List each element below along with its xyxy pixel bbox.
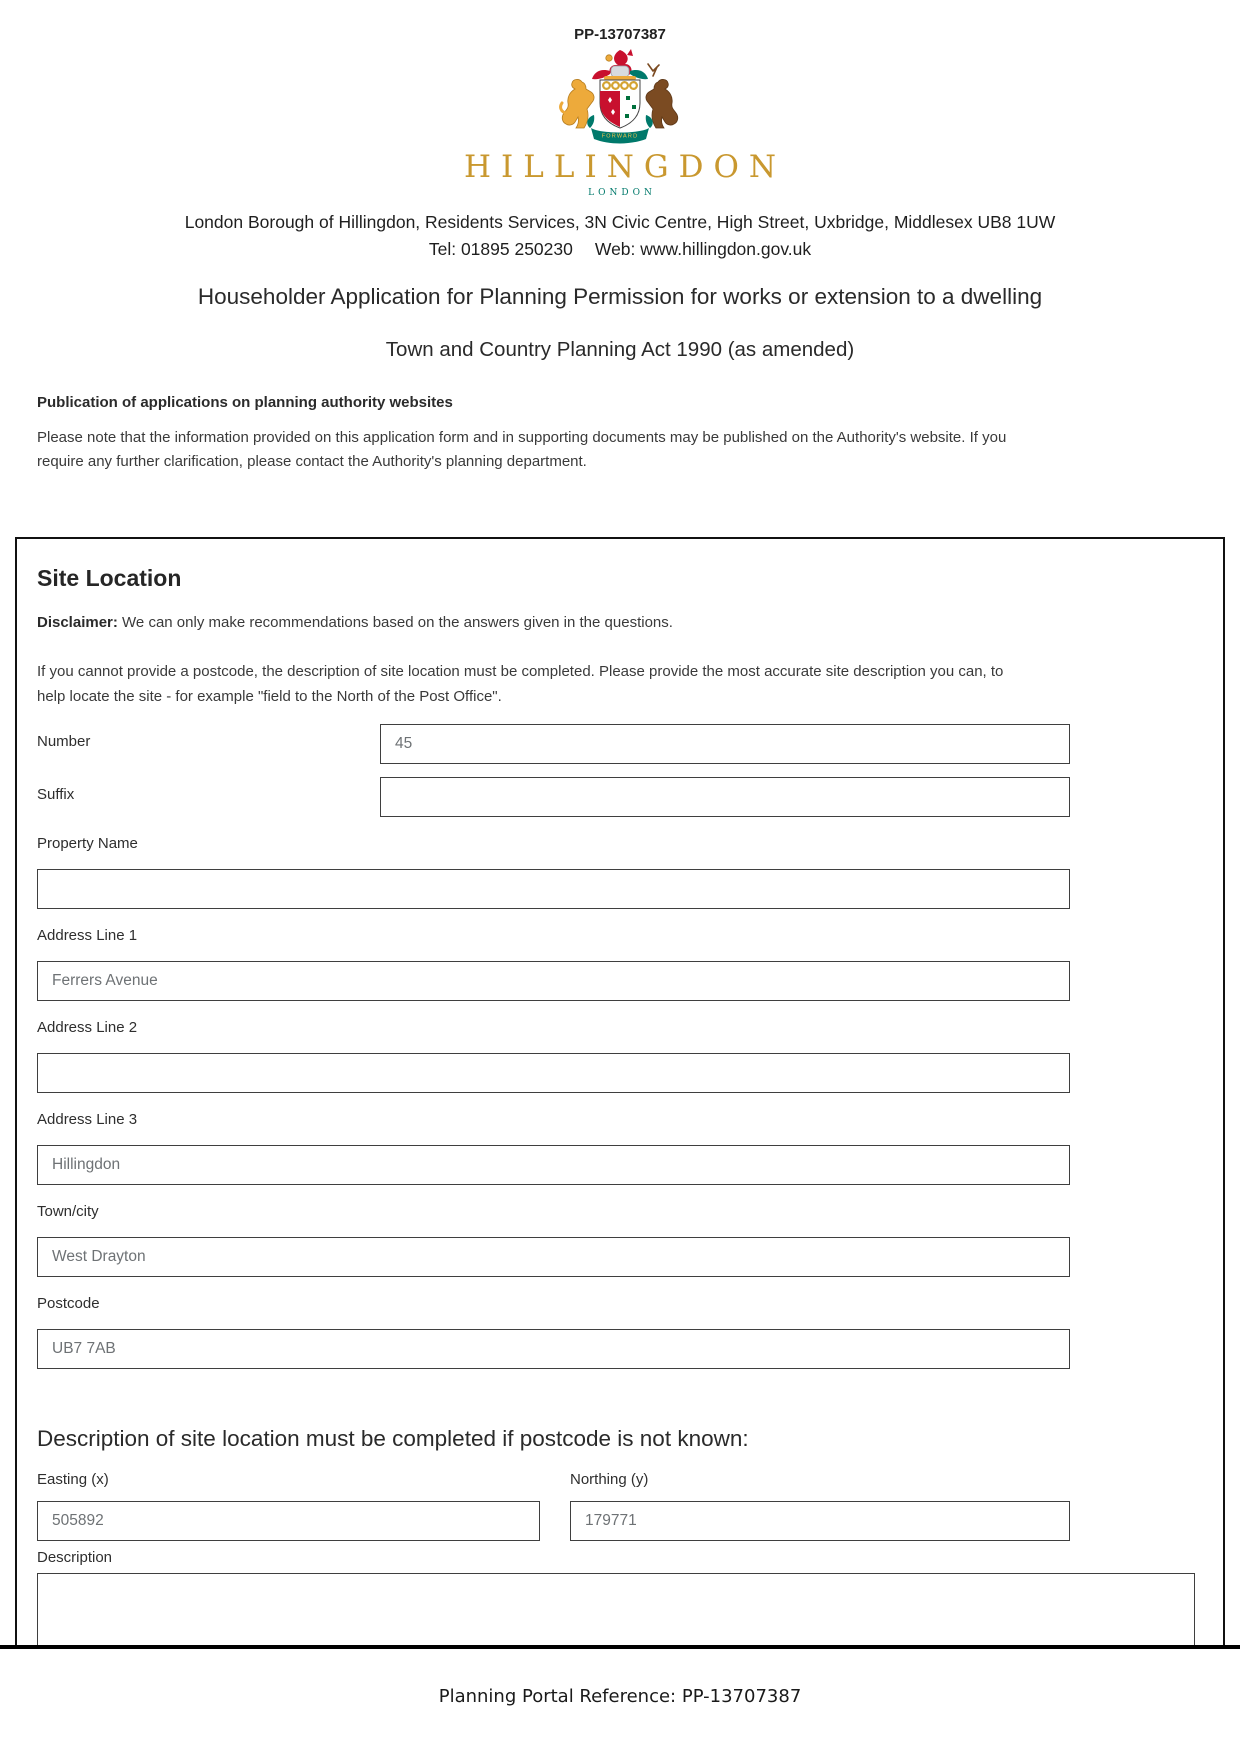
field-row-postcode	[37, 1295, 1203, 1369]
number-input[interactable]	[380, 724, 1070, 764]
easting-input[interactable]	[37, 1501, 540, 1541]
property-name-label: Property Name	[37, 835, 138, 852]
logo-wordmark-sub: LONDON	[588, 188, 656, 198]
form-subtitle: Town and Country Planning Act 1990 (as amended)	[385, 338, 855, 361]
page-break-divider	[0, 1645, 1240, 1649]
logo-wordmark: HILLINGDON	[464, 149, 786, 185]
property-name-input[interactable]	[37, 869, 1070, 909]
authority-tel: Tel: 01895 250230	[428, 239, 573, 259]
address-line-2-label: Address Line 2	[37, 1019, 138, 1036]
address-line-2-input[interactable]	[37, 1053, 1070, 1093]
site-location-section	[15, 537, 1225, 1645]
publication-heading: Publication of applications on planning authority websites	[37, 394, 453, 411]
form-title: Householder Application for Planning Permission for works or extension to a dwelling	[197, 284, 1043, 309]
town-city-label: Town/city	[37, 1203, 99, 1220]
northing-label: Northing (y)	[570, 1471, 649, 1488]
field-row-suffix	[37, 777, 1203, 817]
description-section-heading: Description of site location must be completed if postcode is not known:	[37, 1426, 749, 1451]
easting-label: Easting (x)	[37, 1471, 109, 1488]
disclaimer-label: Disclaimer:	[37, 614, 118, 631]
address-line-1-label: Address Line 1	[37, 927, 138, 944]
coords-row	[37, 1471, 1203, 1541]
publication-body-line2: require any further clarification, please contact the Authority's planning department.	[37, 453, 587, 470]
address-line-1-input[interactable]	[37, 961, 1070, 1001]
authority-web: Web: www.hillingdon.gov.uk	[594, 239, 812, 259]
postcode-label: Postcode	[37, 1295, 100, 1312]
field-row-number	[37, 724, 1203, 764]
northing-input[interactable]	[570, 1501, 1070, 1541]
field-row-address-line-3	[37, 1111, 1203, 1185]
address-line-3-label: Address Line 3	[37, 1111, 138, 1128]
disclaimer-text: Disclaimer: We can only make recommendations based on the answers given in the questions.	[37, 614, 673, 631]
suffix-label: Suffix	[37, 786, 75, 803]
suffix-input[interactable]	[380, 777, 1070, 817]
authority-contact	[0, 239, 1240, 260]
publication-body-line1: Please note that the information provided on this application form and in supporting documents may be published on the Authority's website. If you	[37, 429, 1007, 446]
logo-motto: FORWARD	[601, 133, 639, 140]
number-label: Number	[37, 733, 91, 750]
field-row-address-line-1	[37, 927, 1203, 1001]
description-input[interactable]	[37, 1573, 1195, 1645]
field-row-property-name	[37, 835, 1203, 909]
town-city-input[interactable]	[37, 1237, 1070, 1277]
section-heading: Site Location	[37, 565, 182, 591]
field-northing	[570, 1471, 1070, 1541]
authority-address: London Borough of Hillingdon, Residents Services, 3N Civic Centre, High Street, Uxbridge, Middlesex UB8 1UW	[184, 212, 1056, 232]
field-row-address-line-2	[37, 1019, 1203, 1093]
address-line-3-input[interactable]	[37, 1145, 1070, 1185]
field-row-description	[37, 1549, 1203, 1645]
publication-body	[37, 426, 1205, 474]
application-reference: PP-13707387	[574, 26, 666, 43]
description-label: Description	[37, 1549, 113, 1566]
postcode-input[interactable]	[37, 1329, 1070, 1369]
field-row-town-city	[37, 1203, 1203, 1277]
instructions-text: If you cannot provide a postcode, the description of site location must be completed. Please provide the most accurate site description you can, to help locate the site - for example "field to the North of the Post Office".	[37, 663, 1004, 705]
coat-of-arms-icon	[540, 49, 700, 149]
footer-reference: Planning Portal Reference: PP-13707387	[438, 1686, 802, 1707]
field-easting	[37, 1471, 540, 1541]
hillingdon-logo	[0, 49, 1240, 198]
